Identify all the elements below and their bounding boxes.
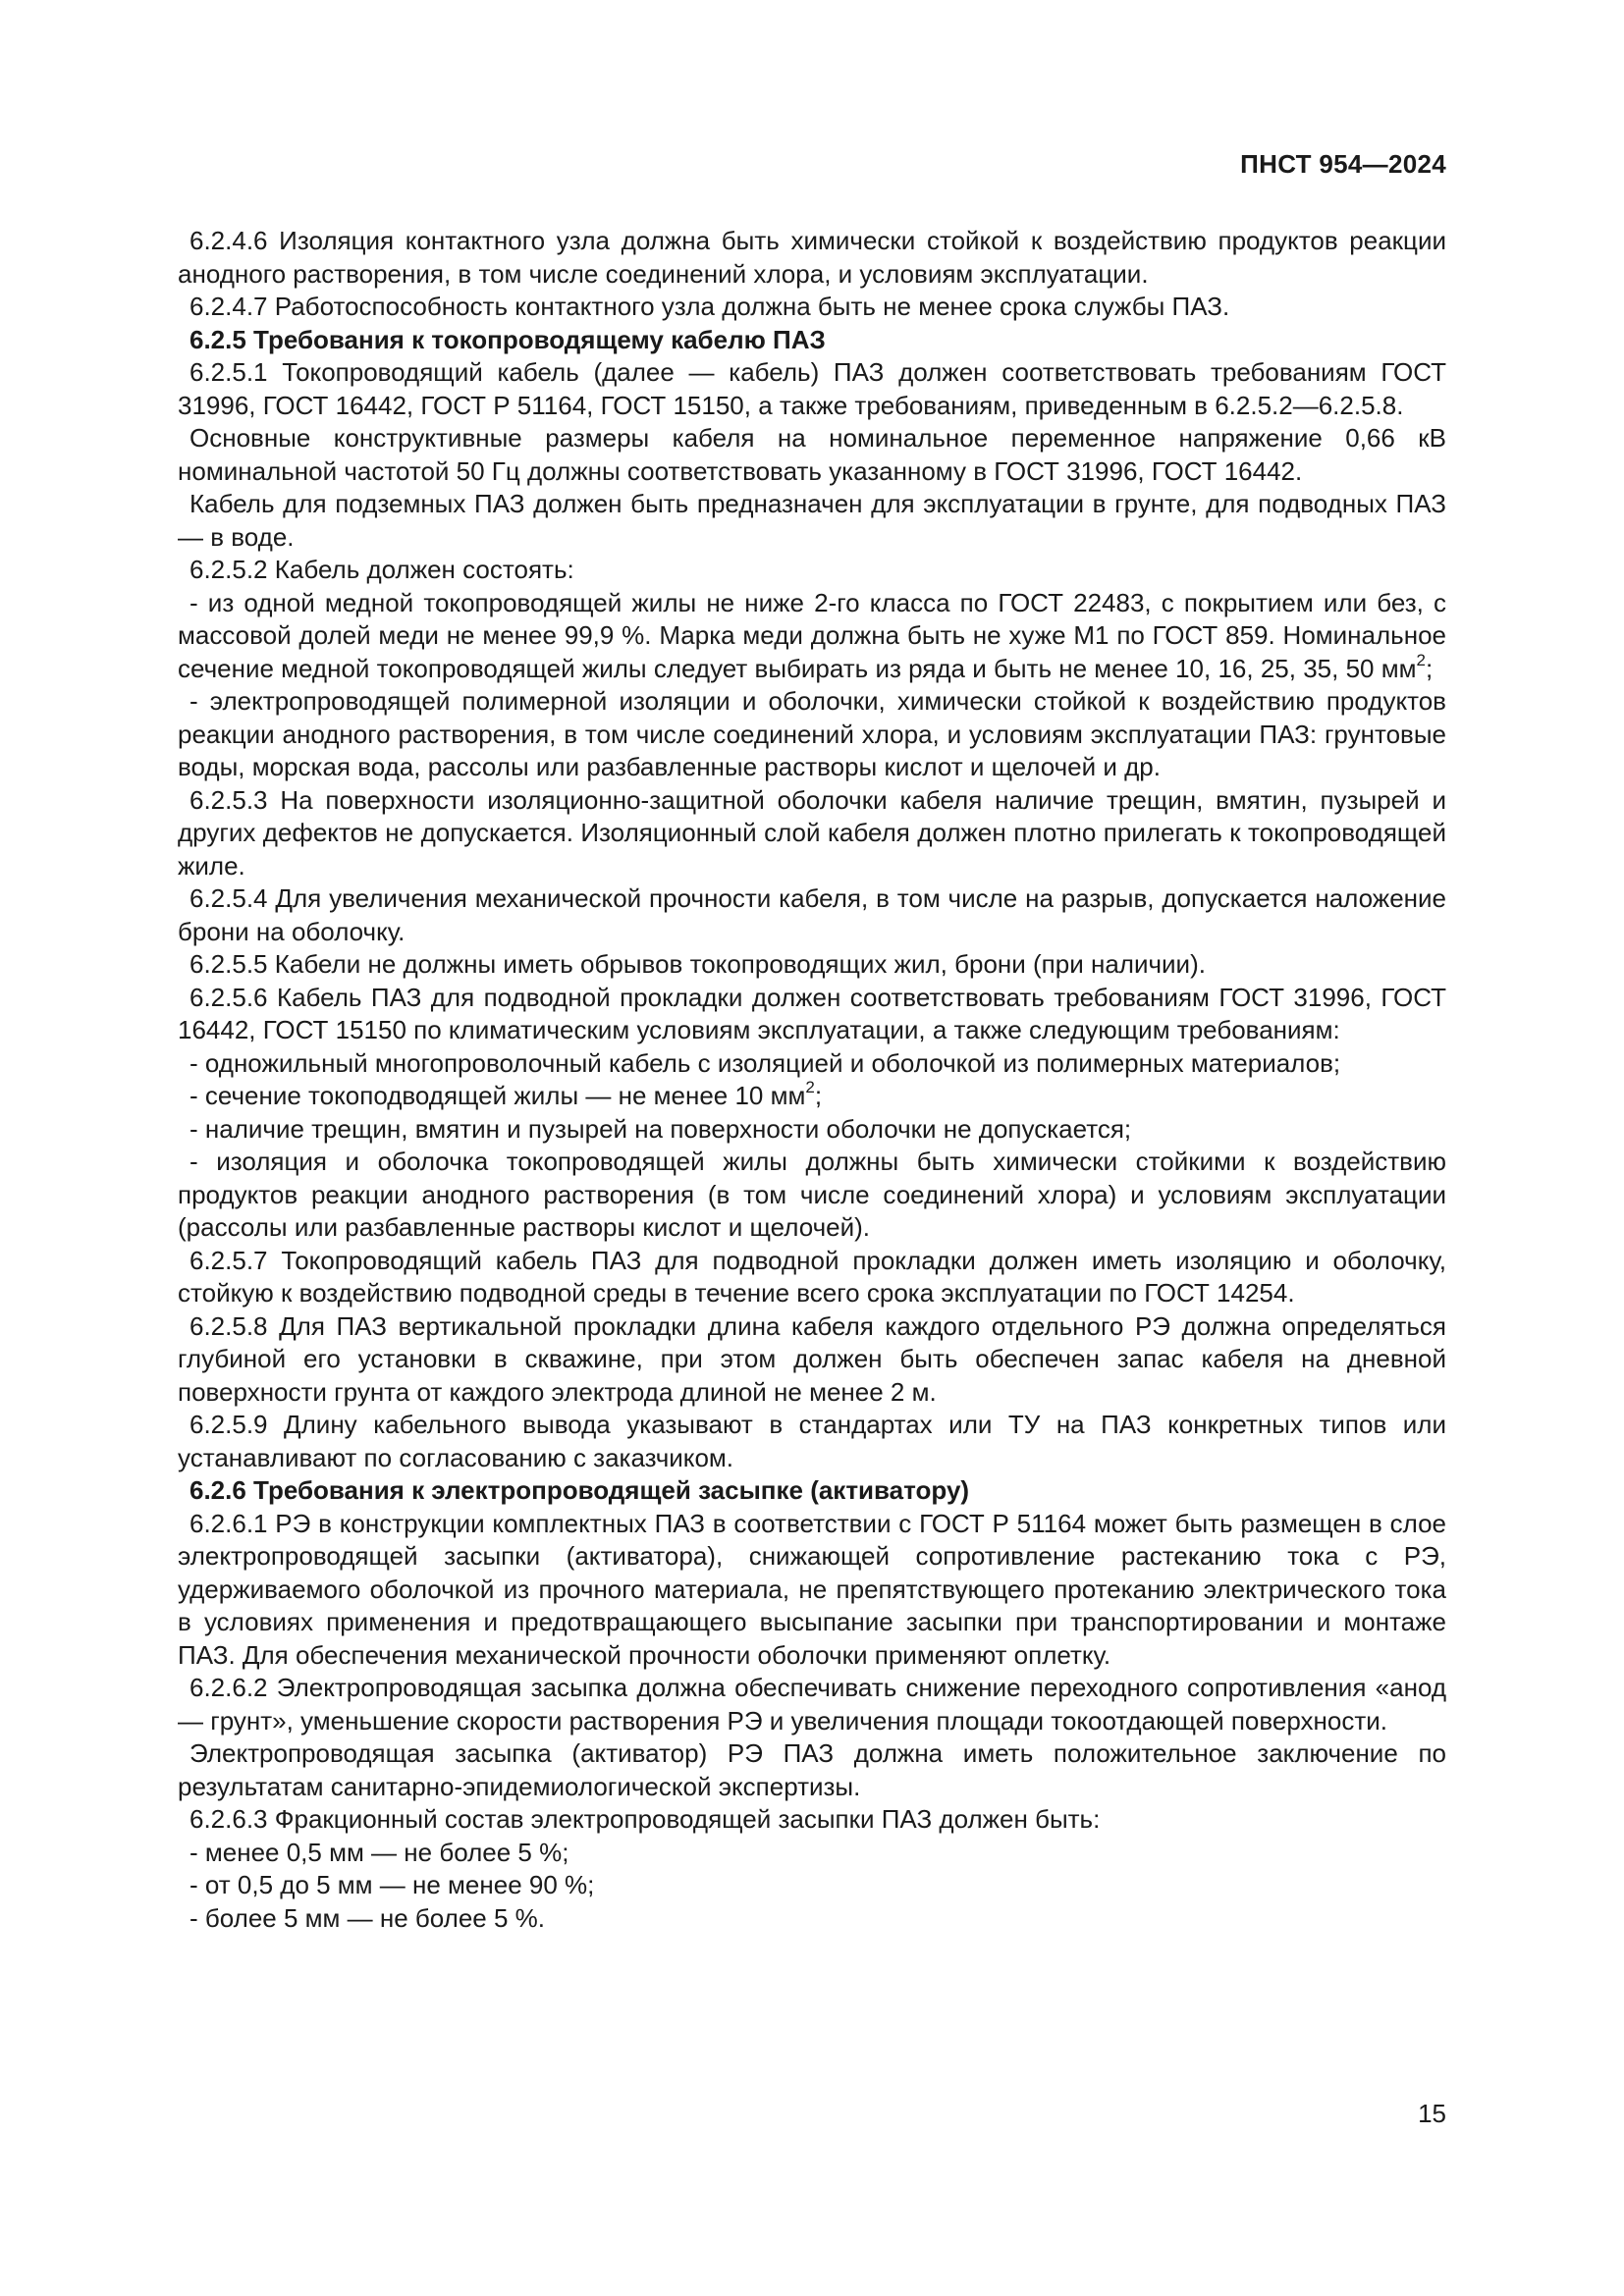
section-heading-6-2-6: 6.2.6 Требования к электропроводящей засыпке (активатору): [189, 1475, 970, 1505]
list-item-copper-core: [178, 587, 1446, 686]
page-number: 15: [1418, 2099, 1446, 2128]
list-item-polymer-insulation: - электропроводящей полимерной изоляции и оболочки, химически стойкой к воздействию продуктов реакции анодного растворения, в том числе соединений хлора, и условиям эксплуатации ПАЗ: грунтовые воды, морская вода, рассолы или разбавленные растворы кислот и щелочей и др.: [178, 686, 1446, 781]
list-item-core-section-end: ;: [814, 1081, 823, 1110]
clause-6-2-5-9: 6.2.5.9 Длину кабельного вывода указывают в стандартах или ТУ на ПАЗ конкретных типов или устанавливают по согласованию с заказчиком.: [178, 1410, 1446, 1472]
document-number-header: ПНСТ 954—2024: [1240, 149, 1446, 179]
clause-6-2-5-5: 6.2.5.5 Кабели не должны иметь обрывов токопроводящих жил, брони (при наличии).: [189, 949, 1206, 979]
paragraph-cable-dimensions: Основные конструктивные размеры кабеля на номинальное переменное напряжение 0,66 кВ номинальной частотой 50 Гц должны соответствовать указанному в ГОСТ 31996, ГОСТ 16442.: [178, 423, 1446, 486]
list-item-fraction-medium: - от 0,5 до 5 мм — не менее 90 %;: [189, 1870, 595, 1899]
clause-6-2-5-6: 6.2.5.6 Кабель ПАЗ для подводной прокладки должен соответствовать требованиям ГОСТ 31996, ГОСТ 16442, ГОСТ 15150 по климатическим условиям эксплуатации, а также следующим требованиям:: [178, 982, 1446, 1044]
clause-6-2-6-2: 6.2.6.2 Электропроводящая засыпка должна обеспечивать снижение переходного сопротивления «анод — грунт», уменьшение скорости растворения РЭ и увеличения площади токоотдающей поверхности.: [178, 1673, 1446, 1735]
clause-6-2-6-1: 6.2.6.1 РЭ в конструкции комплектных ПАЗ в соответствии с ГОСТ Р 51164 может быть размещен в слое электропроводящей засыпки (активатора), снижающей сопротивление растеканию тока с РЭ, удерживаемого оболочкой из прочного материала, не препятствующего протеканию электрического тока в условиях применения и предотвращающего высыпание засыпки при транспортировании и монтаже ПАЗ. Для обеспечения механической прочности оболочки применяют оплетку.: [178, 1508, 1446, 1670]
clause-6-2-5-8: 6.2.5.8 Для ПАЗ вертикальной прокладки длина кабеля каждого отдельного РЭ должна определяться глубиной его установки в скважине, при этом должен быть обеспечен запас кабеля на дневной поверхности грунта от каждого электрода длиной не менее 2 м.: [178, 1310, 1446, 1407]
list-item-copper-core-end: ;: [1425, 653, 1434, 683]
clause-6-2-5-3: 6.2.5.3 На поверхности изоляционно-защитной оболочки кабеля наличие трещин, вмятин, пузырей и других дефектов не допускается. Изоляционный слой кабеля должен плотно прилегать к токопроводящей жиле.: [178, 784, 1446, 881]
clause-6-2-6-3: 6.2.6.3 Фракционный состав электропроводящей засыпки ПАЗ должен быть:: [189, 1804, 1101, 1834]
superscript-2: 2: [805, 1078, 815, 1097]
clause-6-2-5-1: 6.2.5.1 Токопроводящий кабель (далее — кабель) ПАЗ должен соответствовать требованиям ГОСТ 31996, ГОСТ 16442, ГОСТ Р 51164, ГОСТ 15150, а также требованиям, приведенным в 6.2.5.2—6.2.5.8.: [178, 357, 1446, 420]
clause-6-2-5-7: 6.2.5.7 Токопроводящий кабель ПАЗ для подводной прокладки должен иметь изоляцию и оболочку, стойкую к воздействию подводной среды в течение всего срока эксплуатации по ГОСТ 14254.: [178, 1245, 1446, 1308]
paragraph-activator-expertise: Электропроводящая засыпка (активатор) РЭ ПАЗ должна иметь положительное заключение по результатам санитарно-эпидемиологической экспертизы.: [178, 1738, 1446, 1801]
list-item-core-section-text: - сечение токоподводящей жилы — не менее 10 мм: [189, 1081, 806, 1110]
clause-6-2-5-4: 6.2.5.4 Для увеличения механической прочности кабеля, в том числе на разрыв, допускается наложение брони на оболочку.: [178, 883, 1446, 946]
list-item-fraction-large: - более 5 мм — не более 5 %.: [189, 1902, 546, 1933]
list-item-fraction-small: - менее 0,5 мм — не более 5 %;: [189, 1837, 569, 1867]
clause-6-2-4-7: 6.2.4.7 Работоспособность контактного узла должна быть не менее срока службы ПАЗ.: [189, 292, 1230, 321]
clause-6-2-5-2: 6.2.5.2 Кабель должен состоять:: [189, 555, 574, 584]
list-item-no-cracks: - наличие трещин, вмятин и пузырей на поверхности оболочки не допускается;: [189, 1113, 1132, 1144]
list-item-chemical-resistance: - изоляция и оболочка токопроводящей жилы должны быть химически стойкими к воздействию продуктов реакции анодного растворения (в том числе соединений хлора) и условиям эксплуатации (рассолы или разбавленные растворы кислот и щелочей).: [178, 1147, 1446, 1242]
document-body: [178, 225, 1446, 1935]
section-heading-6-2-5: 6.2.5 Требования к токопроводящему кабелю ПАЗ: [189, 324, 826, 354]
paragraph-cable-environment: Кабель для подземных ПАЗ должен быть предназначен для эксплуатации в грунте, для подводных ПАЗ — в воде.: [178, 489, 1446, 552]
list-item-single-core-cable: - одножильный многопроволочный кабель с изоляцией и оболочкой из полимерных материалов;: [189, 1047, 1341, 1078]
superscript-2: 2: [1416, 650, 1426, 669]
list-item-copper-core-text: - из одной медной токопроводящей жилы не ниже 2-го класса по ГОСТ 22483, с покрытием или без, с массовой долей меди не менее 99,9 %. Марка меди должна быть не хуже М1 по ГОСТ 859. Номинальное сечение медной токопроводящей жилы следует выбирать из ряда и быть не менее 10, 16, 25, 35, 50 мм: [178, 587, 1446, 683]
list-item-core-section: [178, 1080, 1446, 1113]
clause-6-2-4-6: 6.2.4.6 Изоляция контактного узла должна быть химически стойкой к воздействию продуктов реакции анодного растворения, в том числе соединений хлора, и условиям эксплуатации.: [178, 226, 1446, 289]
